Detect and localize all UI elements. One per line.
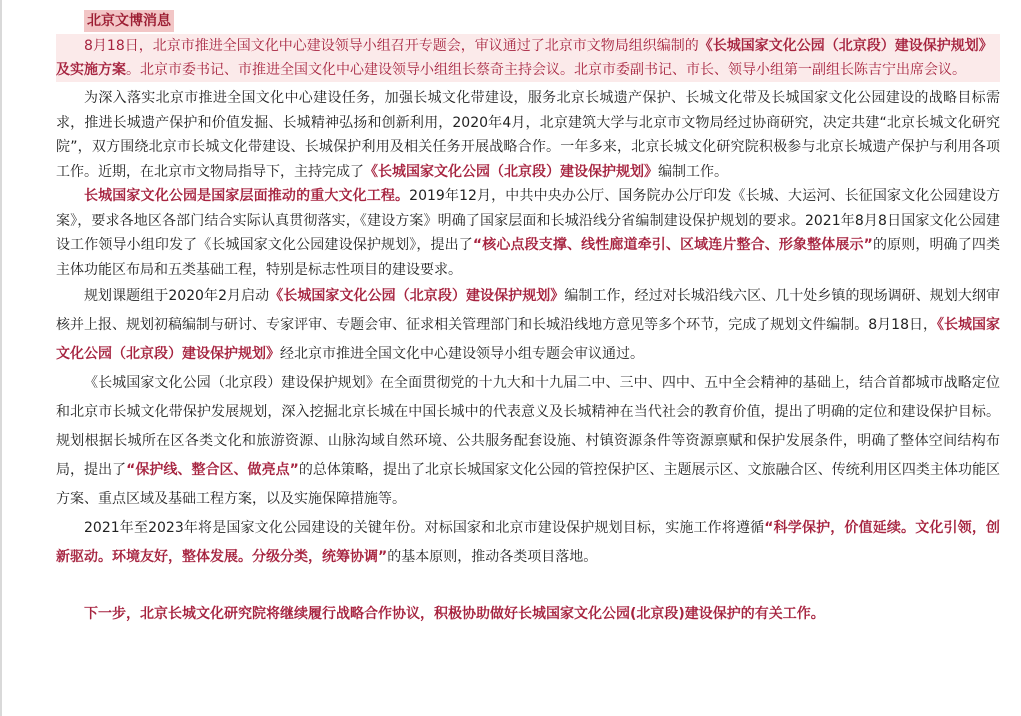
p4-text-2: 的总体策略，提出了北京长城国家文化公园的管控保护区、主题展示区、文旅融合区、传统利用区四类主体功能区方案、重点区域及基础工程方案，以及实施保障措施等。 [56,462,1000,507]
p3-text-3: 经北京市推进全国文化中心建设领导小组专题会审议通过。 [280,346,644,362]
p1-plan-title: 《长城国家文化公园（北京段）建设保护规划》 [364,163,658,180]
source-tag: 北京文博消息 [84,10,174,32]
p5-text-1: 2021年至2023年将是国家文化公园建设的关键年份。对标国家和北京市建设保护规划目标，实施工作将遵循 [84,520,765,536]
lead-paragraph [56,34,1000,82]
lead-text-2: 。北京市委书记、市推进全国文化中心建设领导小组组长蔡奇主持会议。北京市委副书记、市长、领导小组第一副组长陈吉宁出席会议。 [126,62,966,78]
p2-principles: “核心点段支撑、线性廊道牵引、区域连片整合、形象整体展示” [472,237,873,253]
p4-text-1: 《长城国家文化公园（北京段）建设保护规划》在全面贯彻党的十九大和十九届二中、三中、四中、五中全会精神的基础上，结合首都城市战略定位和北京市长城文化带保护发展规划，深入挖掘北京长城在中国长城中的代表意义及长城精神在当代社会的教育价值，提出了明确的定位和建设保护目标。规划根据长城所在区各类文化和旅游资源、山脉沟域自然环境、公共服务配套设施、村镇资源条件等资源禀赋和保护发展条件，明确了整体空间结构布局，提出了 [56,375,1000,478]
p4-strategy: “保护线、整合区、做亮点” [126,462,299,478]
lead-plan-scheme: 及实施方案 [56,62,126,78]
paragraph-4 [56,369,1000,514]
p1-text-1: 为深入落实北京市推进全国文化中心建设任务，加强长城文化带建设，服务北京长城遗产保护、长城文化带及长城国家文化公园建设的战略目标需求，推进长城遗产保护和价值发掘、长城精神弘扬和创新利用，2020年4月，北京建筑大学与北京市文物局经过协商研究，决定共建“北京长城文化研究院”，双方围绕北京市长城文化带建设、长城保护利用及相关任务开展战略合作。一年多来，北京长城文化研究院积极参与北京长城遗产保护与利用各项工作。近期，在北京市文物局指导下，主持完成了 [56,90,1000,180]
p3-text-2: 编制工作，经过对长城沿线六区、几十处乡镇的现场调研、规划大纲审核并上报、规划初稿编制与研讨、专家评审、专题会审、征求相关管理部门和长城沿线地方意见等多个环节，完成了规划文件编制。8月18日， [56,288,1001,333]
p3-plan-title-2: 《长城国家文化公园（北京段）建设保护规划》 [56,317,1001,362]
lead-text-1: 8月18日，北京市推进全国文化中心建设领导小组召开专题会，审议通过了北京市文物局组织编制的 [84,38,699,54]
paragraph-2 [56,184,1000,282]
p2-text-1: 2019年12月，中共中央办公厅、国务院办公厅印发《长城、大运河、长征国家文化公园建设方案》，要求各地区各部门结合实际认真贯彻落实，《建设方案》明确了国家层面和长城沿线分省编制建设保护规划的要求。2021年8月8日国家文化公园建设工作领导小组印发了《长城国家文化公园建设保护规划》，提出了 [56,188,1000,253]
left-border [0,0,2,716]
p3-plan-title-1: 《长城国家文化公园（北京段）建设保护规划》 [269,288,565,304]
paragraph-1 [56,86,1000,184]
p5-text-2: 的基本原则，推动各类项目落地。 [387,549,598,565]
closing-paragraph: 下一步，北京长城文化研究院将继续履行战略合作协议，积极协助做好长城国家文化公园(北京段)建设保护的有关工作。 [84,606,825,622]
p1-text-2: 编制工作。 [658,163,728,180]
p5-principles: “科学保护，价值延续。文化引领，创新驱动。环境友好，整体发展。分级分类，统筹协调” [56,520,1000,565]
p2-text-2: 的原则，明确了四类主体功能区布局和五类基础工程，特别是标志性项目的建设要求。 [56,237,1001,278]
p3-text-1: 规划课题组于2020年2月启动 [84,288,270,304]
lead-plan-title: 《长城国家文化公园（北京段）建设保护规划》 [698,38,993,54]
paragraph-3 [56,282,1000,369]
p2-heading: 长城国家文化公园是国家层面推动的重大文化工程。 [84,188,410,204]
paragraph-5 [56,514,1000,572]
article-body [56,10,1000,640]
